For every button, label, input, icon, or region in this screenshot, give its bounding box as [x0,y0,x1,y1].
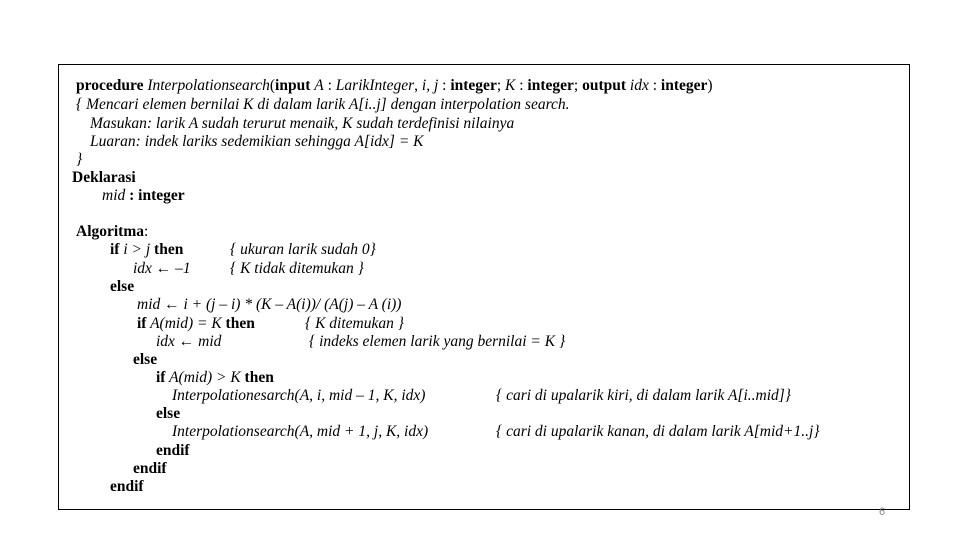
line-endif-3 [110,478,144,496]
condition: i > j [119,241,155,258]
type-integer: integer [527,77,574,94]
deklarasi-title [72,169,136,187]
condition: A(mid) > K [165,369,245,386]
separator: , [414,77,422,94]
algoritma-label: Algoritma [76,223,145,240]
line-if-3 [156,369,274,387]
type-larik: LarikInteger [335,77,415,94]
close-paren: ) [707,77,713,94]
kw-if: if [137,315,147,332]
colon: : [144,223,149,240]
comment-l1: { ukuran larik sudah 0} [230,241,376,258]
param-idx: idx [629,77,649,94]
line-if-2 [137,315,255,333]
open-paren: ( [269,77,276,94]
comment-l11: { cari di upalarik kanan, di dalam larik A[mid+1..j} [496,423,820,440]
comment-l6: { indeks elemen larik yang bernilai = K } [309,333,566,350]
deklarasi-label: Deklarasi [72,169,136,186]
line-recurse-right [172,423,428,441]
line-if-1 [110,241,183,259]
kw-else: else [156,405,181,422]
kw-if: if [110,241,120,258]
page-number: 6 [879,506,886,518]
comment-line-3: Luaran: indek lariks sedemikian sehingga A[idx] = K [90,133,424,150]
code: Interpolationesarch(A, i, mid – 1, K, idx) [172,387,426,404]
procedure-name: Interpolationsearch [147,77,270,94]
code: idx ← mid [156,333,222,350]
deklarasi-var [102,187,185,205]
code: Interpolationsearch(A, mid + 1, j, K, idx) [172,423,429,440]
kw-endif: endif [156,442,190,459]
comment-line-1: { Mencari elemen bernilai K di dalam larik A[i..j] dengan interpolation search. [76,96,570,113]
comment-line-4: } [76,151,83,168]
colon: : [648,77,661,94]
kw-procedure: procedure [76,77,144,94]
line-mid-calc [137,296,401,314]
line-recurse-left [172,387,425,405]
param-k: K [505,77,516,94]
line-assign-2 [156,333,221,351]
colon: : [515,77,528,94]
procedure-header [76,77,713,95]
var-name: mid [102,187,126,204]
algoritma-title [76,223,148,241]
line-endif-1 [156,442,190,460]
kw-if: if [156,369,166,386]
param-ij: i, j [421,77,439,94]
code: mid ← i + (j – i) * (K – A(i))/ (A(j) – A (i)) [137,296,402,313]
kw-output: output [582,77,627,94]
semicolon: ; [573,77,583,94]
comment-l5: { K ditemukan } [305,315,404,332]
kw-then: then [244,369,274,386]
line-else-2 [133,351,157,369]
code: idx ← –1 [133,260,191,277]
kw-else: else [110,278,135,295]
kw-then: then [225,315,255,332]
line-endif-2 [133,460,167,478]
comment-line-2: Masukan: larik A sudah terurut menaik, K sudah terdefinisi nilainya [90,115,515,132]
param-a: A [314,77,324,94]
kw-else: else [133,351,158,368]
semicolon: ; [496,77,506,94]
colon: : [438,77,451,94]
condition: A(mid) = K [146,315,226,332]
colon: : [323,77,336,94]
line-else-1 [110,278,134,296]
var-type: : integer [125,187,185,204]
type-integer: integer [660,77,708,94]
kw-endif: endif [110,478,144,495]
kw-then: then [154,241,184,258]
kw-endif: endif [133,460,167,477]
line-assign-1 [133,260,191,278]
kw-input: input [275,77,311,94]
type-integer: integer [450,77,497,94]
comment-l9: { cari di upalarik kiri, di dalam larik A[i..mid]} [496,387,791,404]
line-else-3 [156,405,180,423]
comment-l2: { K tidak ditemukan } [230,260,364,277]
